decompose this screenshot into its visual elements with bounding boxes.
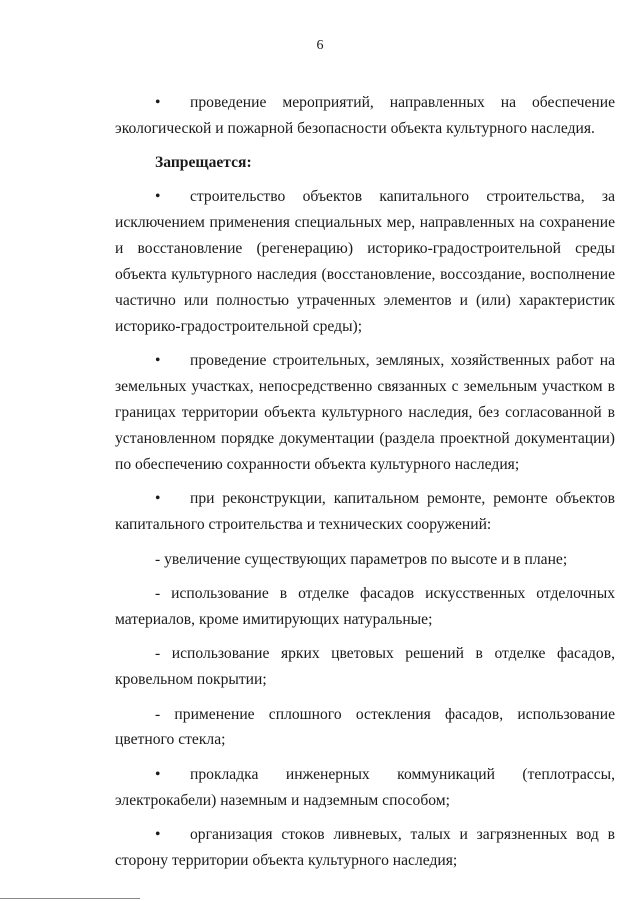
paragraph-text: организация стоков ливневых, талых и загрязненных вод в сторону территории объекта культурного наследия; [115, 826, 615, 870]
bullet-icon: • [155, 490, 161, 508]
paragraph-text: прокладка инженерных коммуникаций (теплотрассы, электрокабели) наземным и надземным способом; [115, 765, 615, 809]
paragraph-drainage-organization [115, 822, 615, 874]
paragraph-environmental-fire-safety [115, 90, 615, 142]
page-edge-divider [0, 898, 140, 899]
bullet-icon: • [155, 188, 161, 206]
dash-item-continuous-glazing: - применение сплошного остекления фасадов, использование цветного стекла; [115, 705, 615, 749]
bullet-icon: • [155, 352, 161, 370]
paragraph-text: при реконструкции, капитальном ремонте, ремонте объектов капитального строительства и технических сооружений: [115, 490, 615, 534]
bullet-icon: • [155, 94, 161, 111]
dash-item-bright-colors: - использование ярких цветовых решений в отделке фасадов, кровельном покрытии; [115, 645, 615, 689]
section-heading-prohibited: Запрещается: [155, 154, 252, 172]
paragraph-text: проведение строительных, земляных, хозяйственных работ на земельных участках, непосредственно связанных с земельным участком в границах территории объекта культурного наследия, без согласованной в установленном порядке документации (раздела проектной документации) по обеспечению сохранности объекта культурного наследия; [115, 352, 615, 473]
paragraph-reconstruction-intro [115, 486, 615, 538]
paragraph-construction-prohibition [115, 184, 615, 339]
bullet-icon: • [155, 765, 161, 783]
paragraph-earthworks-prohibition [115, 348, 615, 478]
page-number: 6 [316, 38, 324, 53]
bullet-icon: • [155, 826, 161, 844]
paragraph-utilities-laying [115, 762, 615, 814]
document-body [115, 90, 615, 882]
paragraph-text: проведение мероприятий, направленных на обеспечение экологической и пожарной безопасности объекта культурного наследия. [115, 94, 615, 137]
dash-item-parameters-increase: - увеличение существующих параметров по высоте и в плане; [155, 550, 568, 568]
dash-item-artificial-materials: - использование в отделке фасадов искусственных отделочных материалов, кроме имитирующих натуральные; [115, 584, 615, 628]
paragraph-text: строительство объектов капитального строительства, за исключением применения специальных мер, направленных на сохранение и восстановление (регенерацию) историко-градостроительной среды объекта культурного наследия (восстановление, воссоздание, восполнение частично или полностью утраченных элементов и (или) характеристик историко-градостроительной среды); [115, 188, 615, 335]
